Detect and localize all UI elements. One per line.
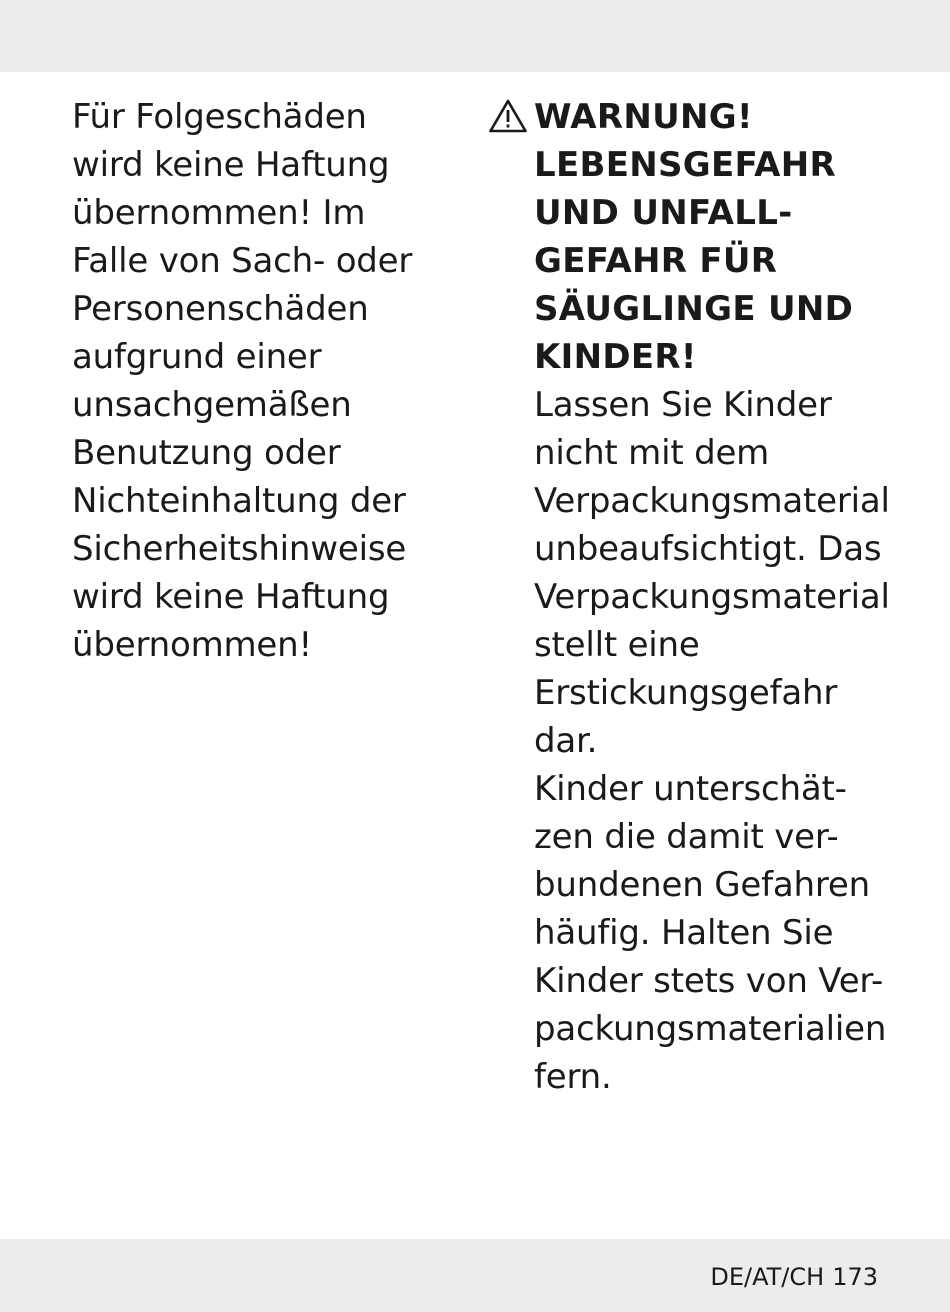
page-footer: [710, 1262, 878, 1292]
left-column: [72, 93, 432, 669]
text-line: Benutzung oder: [72, 433, 341, 473]
warning-heading-line: WARNUNG!: [534, 97, 753, 137]
text-line: dar.: [534, 721, 598, 761]
text-line: Erstickungsgefahr: [534, 673, 838, 713]
text-line: Kinder unterschät-: [534, 769, 847, 809]
text-line: wird keine Haftung: [72, 145, 390, 185]
text-line: häufig. Halten Sie: [534, 913, 834, 953]
page-number: 173: [832, 1263, 878, 1291]
text-line: Verpackungsmaterial: [534, 577, 890, 617]
text-line: fern.: [534, 1057, 612, 1097]
text-line: zen die damit ver-: [534, 817, 839, 857]
text-line: unbeaufsichtigt. Das: [534, 529, 882, 569]
text-line: Nichteinhaltung der: [72, 481, 406, 521]
text-line: nicht mit dem: [534, 433, 770, 473]
warning-heading-line: KINDER!: [534, 337, 697, 377]
warning-heading-line: UND UNFALL-: [534, 193, 793, 233]
warning-heading: [534, 93, 884, 381]
text-line: aufgrund einer: [72, 337, 322, 377]
warning-heading-line: LEBENSGEFAHR: [534, 145, 836, 185]
text-line: Verpackungsmaterial: [534, 481, 890, 521]
text-line: Sicherheitshinweise: [72, 529, 407, 569]
text-line: unsachgemäßen: [72, 385, 352, 425]
text-line: bundenen Gefahren: [534, 865, 870, 905]
text-line: übernommen! Im: [72, 193, 366, 233]
text-line: Lassen Sie Kinder: [534, 385, 832, 425]
warning-triangle-icon: [488, 98, 528, 134]
text-line: Falle von Sach- oder: [72, 241, 413, 281]
footer-region: DE/AT/CH: [710, 1263, 825, 1291]
top-band: [0, 0, 950, 72]
warning-heading-line: SÄUGLINGE UND: [534, 289, 854, 329]
text-line: wird keine Haftung: [72, 577, 390, 617]
text-line: stellt eine: [534, 625, 700, 665]
text-line: Kinder stets von Ver-: [534, 961, 884, 1001]
warning-body: [534, 381, 890, 1101]
text-line: packungsmaterialien: [534, 1009, 887, 1049]
text-line: übernommen!: [72, 625, 312, 665]
text-line: Personenschäden: [72, 289, 369, 329]
right-column: [534, 93, 890, 1101]
warning-heading-line: GEFAHR FÜR: [534, 241, 778, 281]
text-line: Für Folgeschäden: [72, 97, 367, 137]
